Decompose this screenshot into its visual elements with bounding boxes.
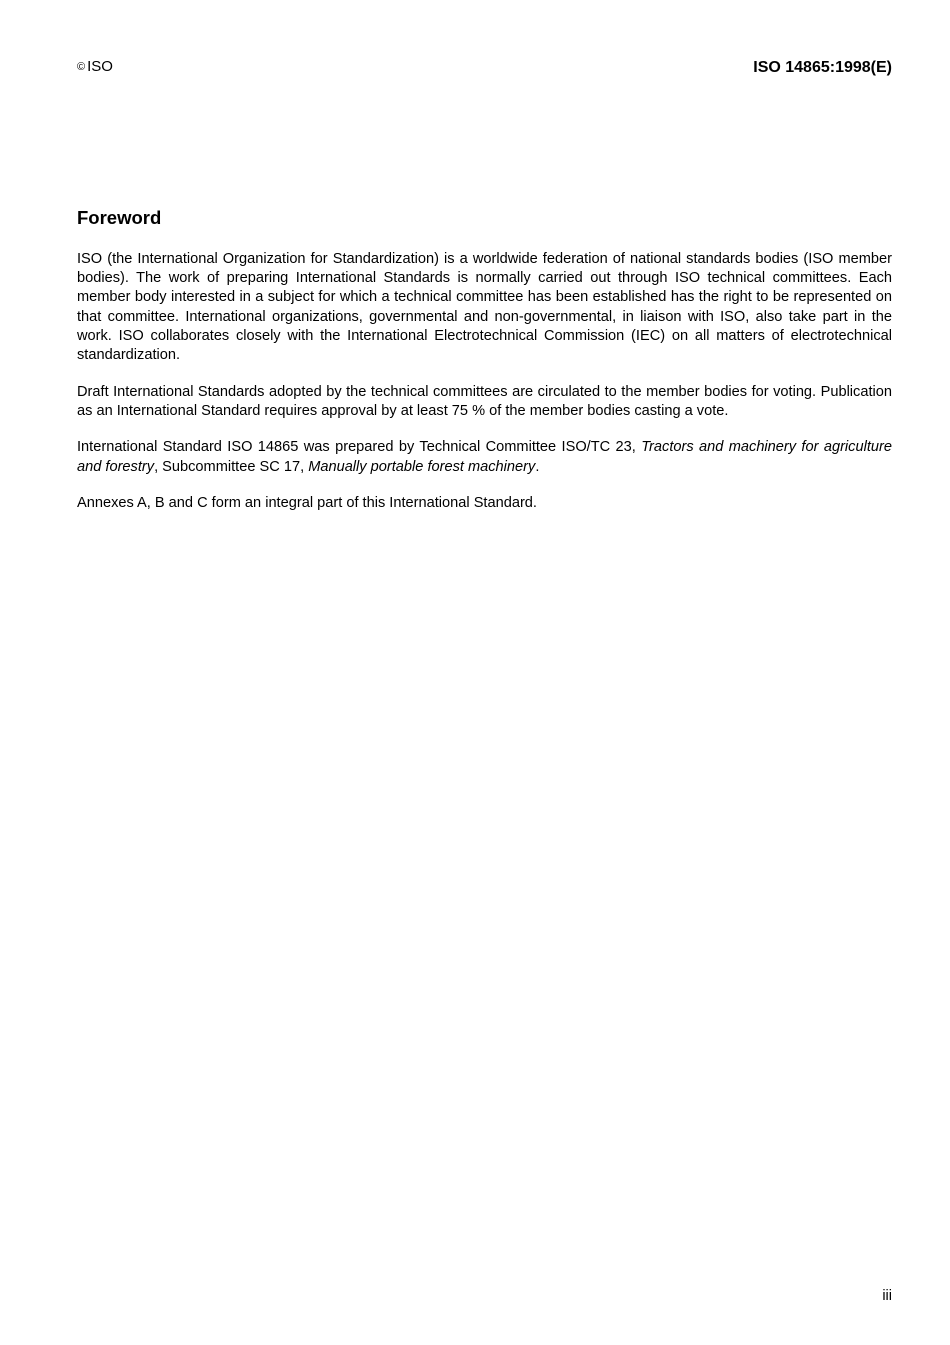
committee-text-1: International Standard ISO 14865 was prepared by Technical Committee ISO/TC 23, <box>77 439 642 456</box>
page-title: Foreword <box>77 207 162 228</box>
copyright-notice <box>77 58 113 76</box>
committee-text-2: , Subcommittee SC 17, <box>154 458 309 475</box>
committee-text-3: . <box>535 458 540 475</box>
copyright-symbol: © <box>77 61 86 73</box>
page-number: iii <box>882 1288 892 1304</box>
committee-title: Tractors and machinery for agriculture and forestry <box>77 439 892 475</box>
paragraph-committee <box>77 438 892 476</box>
copyright-org: ISO <box>87 58 113 75</box>
document-id: ISO 14865:1998(E) <box>753 59 892 76</box>
paragraph-annexes: Annexes A, B and C form an integral part of this International Standard. <box>77 495 537 512</box>
paragraph-iso-description: ISO (the International Organization for Standardization) is a worldwide federation of national standards bodies (ISO member bodies). The work of preparing International Standards is normally carried out through ISO technical committees. Each member body interested in a subject for which a technical committee has been established has the right to be represented on that committee. International organizations, governmental and non-governmental, in liaison with ISO, also take part in the work. ISO collaborates closely with the International Electrotechnical Commission (IEC) on all matters of electrotechnical standardization. <box>77 251 892 364</box>
foreword-body <box>77 250 892 531</box>
paragraph-voting: Draft International Standards adopted by the technical committees are circulated to the member bodies for voting. Publication as an International Standard requires approval by at least 75 % of the member bodies casting a vote. <box>77 383 892 419</box>
subcommittee-title: Manually portable forest machinery <box>308 458 536 475</box>
